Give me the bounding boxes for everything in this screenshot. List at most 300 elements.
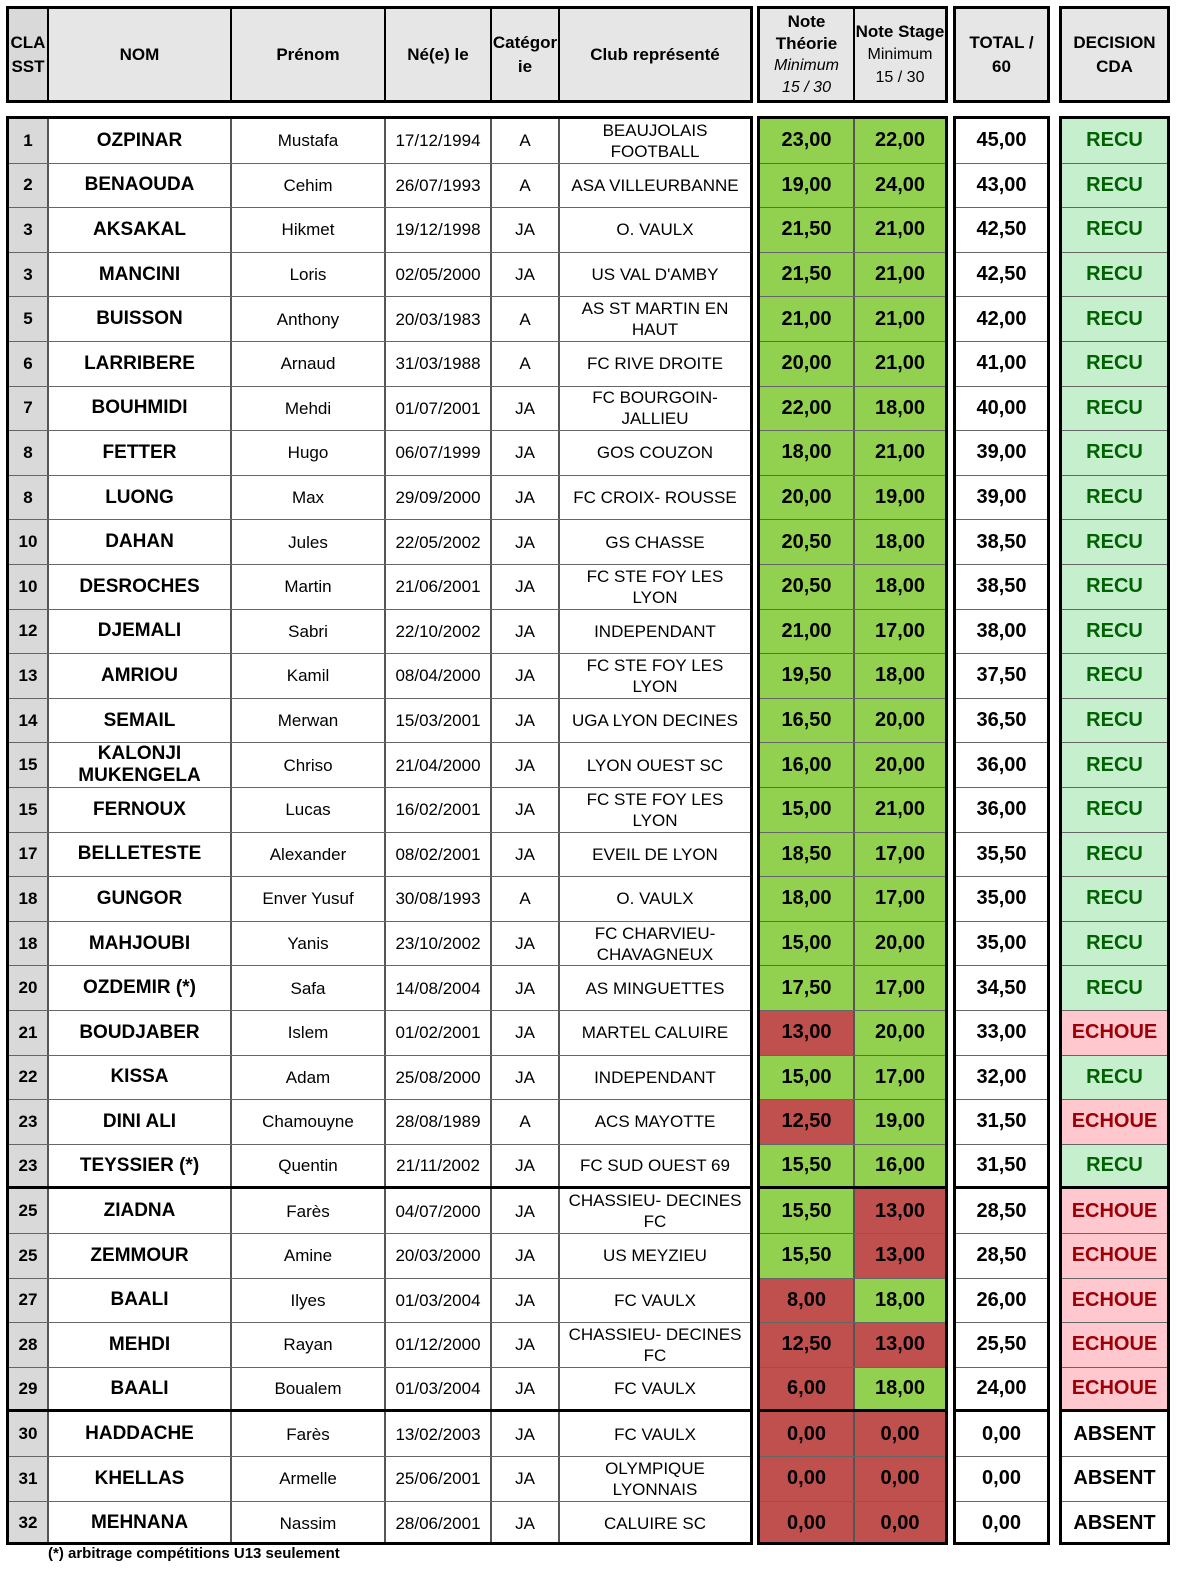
decision-cell: RECU: [1062, 743, 1167, 787]
categorie-cell: JA: [515, 1067, 535, 1087]
date-cell: 15/03/2001: [395, 711, 481, 731]
note-theorie-cell: 20,50: [760, 565, 855, 609]
total-cell: 42,00: [976, 307, 1027, 330]
club-cell: ASA VILLEURBANNE: [571, 175, 739, 195]
table-row: [1062, 1011, 1167, 1056]
club-cell: FC CROIX- ROUSSE: [573, 488, 737, 508]
prenom-cell: Mustafa: [277, 131, 339, 151]
note-stage-cell: 17,00: [855, 610, 945, 654]
prenom-cell: Cehim: [283, 175, 333, 195]
total-cell: 0,00: [982, 1467, 1021, 1490]
table-row: [760, 743, 945, 788]
club-cell: UGA LYON DECINES: [572, 711, 738, 731]
decision-cell: ECHOUE: [1062, 1368, 1167, 1410]
table-row: [9, 164, 750, 209]
nom-cell: BUISSON: [96, 308, 183, 330]
note-stage-cell: 0,00: [855, 1412, 945, 1456]
categorie-cell: JA: [515, 978, 535, 998]
rank-cell: 2: [9, 164, 47, 208]
table-row: [956, 1011, 1047, 1056]
nom-cell: BOUHMIDI: [91, 397, 188, 419]
date-cell: 01/12/2000: [395, 1335, 481, 1355]
decision-cell: RECU: [1062, 342, 1167, 386]
date-cell: 21/11/2002: [396, 1156, 480, 1176]
header-note-theorie-min-value: 15 / 30: [782, 78, 831, 96]
note-stage-cell: 0,00: [855, 1457, 945, 1501]
table-row: [956, 520, 1047, 565]
table-row: [9, 922, 750, 967]
prenom-cell: Chamouyne: [262, 1112, 354, 1132]
decision-cell: RECU: [1062, 788, 1167, 832]
note-theorie-cell: 0,00: [760, 1412, 855, 1456]
table-row: [760, 342, 945, 387]
club-cell: FC VAULX: [614, 1379, 696, 1399]
categorie-cell: JA: [515, 1201, 535, 1221]
header-note-stage-title: Note Stage: [855, 22, 945, 41]
table-row: [956, 1323, 1047, 1368]
nom-cell: AMRIOU: [100, 664, 179, 686]
total-cell: 33,00: [976, 1021, 1027, 1044]
total-cell: 39,00: [976, 486, 1027, 509]
header-note-stage-min-value: 15 / 30: [875, 69, 925, 86]
categorie-cell: A: [519, 354, 531, 374]
total-cell: 45,00: [976, 129, 1027, 152]
rank-cell: 25: [9, 1189, 47, 1233]
nom-cell: OZPINAR: [96, 129, 183, 151]
club-cell: FC BOURGOIN-JALLIEU: [592, 388, 718, 429]
header-decision: DECISION CDA: [1073, 32, 1156, 76]
table-row: [1062, 788, 1167, 833]
note-stage-cell: 13,00: [855, 1323, 945, 1367]
note-stage-cell: 20,00: [855, 743, 945, 787]
header-scores-block: [757, 6, 948, 103]
note-stage-cell: 18,00: [855, 520, 945, 564]
note-stage-cell: 22,00: [855, 119, 945, 163]
rank-cell: 7: [9, 387, 47, 431]
note-stage-cell: 21,00: [855, 788, 945, 832]
date-cell: 01/03/2004: [395, 1290, 481, 1310]
table-row: [9, 1100, 750, 1145]
categorie-cell: JA: [515, 1513, 535, 1533]
table-row: [956, 922, 1047, 967]
total-cell: 31,50: [976, 1110, 1027, 1133]
nom-cell: BENAOUDA: [84, 174, 195, 196]
table-row: [9, 297, 750, 342]
note-theorie-cell: 19,00: [760, 164, 855, 208]
total-cell: 28,50: [976, 1199, 1027, 1222]
nom-cell: FERNOUX: [93, 798, 186, 820]
note-stage-cell: 21,00: [855, 297, 945, 341]
table-row: [956, 164, 1047, 209]
note-theorie-cell: 12,50: [760, 1323, 855, 1367]
table-row: [760, 476, 945, 521]
note-stage-cell: 18,00: [855, 565, 945, 609]
rank-cell: 18: [9, 922, 47, 966]
nom-cell: MEHNANA: [90, 1512, 189, 1534]
table-row: [9, 1189, 750, 1234]
table-row: [956, 387, 1047, 432]
table-row: [1062, 699, 1167, 744]
decision-cell: ECHOUE: [1062, 1279, 1167, 1323]
table-row: [760, 1145, 945, 1190]
table-row: [760, 1100, 945, 1145]
table-row: [1062, 520, 1167, 565]
prenom-cell: Adam: [285, 1067, 331, 1087]
note-stage-cell: 0,00: [855, 1502, 945, 1545]
note-stage-cell: 17,00: [855, 966, 945, 1010]
rank-cell: 20: [9, 966, 47, 1010]
decision-cell: RECU: [1062, 565, 1167, 609]
note-theorie-cell: 8,00: [760, 1279, 855, 1323]
categorie-cell: JA: [515, 621, 535, 641]
table-row: [9, 833, 750, 878]
note-stage-cell: 20,00: [855, 1011, 945, 1055]
club-cell: CALUIRE SC: [603, 1513, 707, 1533]
total-cell: 32,00: [976, 1065, 1027, 1088]
club-cell: INDEPENDANT: [594, 1067, 716, 1087]
date-cell: 22/05/2002: [395, 532, 481, 552]
decision-cell: RECU: [1062, 476, 1167, 520]
note-stage-cell: 20,00: [855, 699, 945, 743]
table-row: [1062, 654, 1167, 699]
prenom-cell: Islem: [287, 1023, 329, 1043]
table-row: [760, 431, 945, 476]
table-row: [1062, 922, 1167, 967]
note-theorie-cell: 15,00: [760, 788, 855, 832]
rank-cell: 32: [9, 1502, 47, 1545]
nom-cell: KISSA: [110, 1066, 169, 1088]
table-row: [9, 342, 750, 387]
table-row: [956, 565, 1047, 610]
note-theorie-cell: 18,50: [760, 833, 855, 877]
header-decision-block: [1059, 6, 1170, 103]
note-theorie-cell: 15,50: [760, 1145, 855, 1187]
note-stage-cell: 18,00: [855, 387, 945, 431]
prenom-cell: Sabri: [288, 621, 328, 641]
club-cell: LYON OUEST SC: [586, 755, 724, 775]
table-row: [760, 922, 945, 967]
total-cell: 31,50: [976, 1154, 1027, 1177]
table-row: [9, 1056, 750, 1101]
decision-cell: ABSENT: [1062, 1457, 1167, 1501]
decision-cell: RECU: [1062, 253, 1167, 297]
categorie-cell: JA: [515, 398, 535, 418]
total-cell: 38,50: [976, 530, 1027, 553]
table-row: [956, 431, 1047, 476]
table-row: [956, 342, 1047, 387]
header-total-block: [953, 6, 1050, 103]
rank-cell: 15: [9, 743, 47, 787]
date-cell: 25/06/2001: [395, 1469, 481, 1489]
table-row: [1062, 431, 1167, 476]
table-row: [760, 1502, 945, 1545]
header-club: Club représenté: [590, 44, 720, 64]
decision-cell: ECHOUE: [1062, 1234, 1167, 1278]
decision-cell: RECU: [1062, 610, 1167, 654]
prenom-cell: Mehdi: [284, 398, 332, 418]
categorie-cell: JA: [515, 488, 535, 508]
note-theorie-cell: 12,50: [760, 1100, 855, 1144]
table-row: [1062, 877, 1167, 922]
prenom-cell: Hikmet: [281, 220, 335, 240]
note-theorie-cell: 21,00: [760, 610, 855, 654]
prenom-cell: Safa: [290, 978, 326, 998]
header-nom: NOM: [119, 44, 160, 64]
categorie-cell: JA: [515, 1335, 535, 1355]
rank-cell: 18: [9, 877, 47, 921]
rank-cell: 13: [9, 654, 47, 698]
note-theorie-cell: 15,00: [760, 1056, 855, 1100]
prenom-cell: Alexander: [269, 844, 347, 864]
club-cell: AS ST MARTIN EN HAUT: [581, 299, 729, 340]
total-cell: 42,50: [976, 263, 1027, 286]
prenom-cell: Yanis: [287, 934, 329, 954]
table-row: [9, 520, 750, 565]
table-row: [9, 1412, 750, 1457]
prenom-cell: Arnaud: [280, 354, 336, 374]
table-row: [956, 1145, 1047, 1190]
rank-cell: 3: [9, 253, 47, 297]
date-cell: 20/03/2000: [395, 1246, 481, 1266]
nom-cell: OZDEMIR (*): [83, 977, 196, 999]
date-cell: 13/02/2003: [395, 1424, 481, 1444]
note-theorie-cell: 16,50: [760, 699, 855, 743]
club-cell: FC VAULX: [614, 1290, 696, 1310]
categorie-cell: JA: [515, 1156, 535, 1176]
table-row: [956, 610, 1047, 655]
table-row: [9, 1145, 750, 1190]
rank-cell: 12: [9, 610, 47, 654]
table-row: [760, 164, 945, 209]
rank-cell: 31: [9, 1457, 47, 1501]
categorie-cell: JA: [515, 532, 535, 552]
decision-cell: ECHOUE: [1062, 1189, 1167, 1233]
header-total: TOTAL / 60: [969, 32, 1034, 76]
prenom-cell: Anthony: [276, 309, 340, 329]
club-cell: FC STE FOY LES LYON: [586, 566, 724, 607]
table-row: [760, 208, 945, 253]
table-row: [760, 119, 945, 164]
table-row: [9, 654, 750, 699]
categorie-cell: JA: [515, 265, 535, 285]
club-cell: INDEPENDANT: [594, 621, 716, 641]
header-note-stage-min-label: Minimum: [867, 46, 933, 63]
categorie-cell: A: [519, 309, 531, 329]
club-cell: AS MINGUETTES: [585, 978, 725, 998]
total-cell: 43,00: [976, 173, 1027, 196]
nom-cell: BAALI: [110, 1289, 169, 1311]
table-row: [760, 1368, 945, 1413]
table-decision-body: [1059, 116, 1170, 1545]
date-cell: 28/08/1989: [395, 1112, 481, 1132]
nom-cell: MAHJOUBI: [88, 932, 191, 954]
nom-cell: LUONG: [105, 486, 174, 508]
table-row: [956, 1502, 1047, 1545]
categorie-cell: JA: [515, 1023, 535, 1043]
table-row: [760, 297, 945, 342]
table-row: [9, 1457, 750, 1502]
nom-cell: DJEMALI: [97, 620, 182, 642]
categorie-cell: JA: [515, 443, 535, 463]
date-cell: 08/04/2000: [395, 666, 481, 686]
date-cell: 21/04/2000: [395, 755, 481, 775]
table-row: [956, 743, 1047, 788]
rank-cell: 15: [9, 788, 47, 832]
note-theorie-cell: 22,00: [760, 387, 855, 431]
decision-cell: RECU: [1062, 654, 1167, 698]
table-row: [1062, 208, 1167, 253]
table-row: [956, 476, 1047, 521]
prenom-cell: Jules: [288, 532, 328, 552]
rank-cell: 10: [9, 520, 47, 564]
prenom-cell: Merwan: [277, 711, 339, 731]
table-row: [9, 743, 750, 788]
table-row: [760, 877, 945, 922]
note-stage-cell: 21,00: [855, 208, 945, 252]
note-stage-cell: 17,00: [855, 833, 945, 877]
date-cell: 02/05/2000: [395, 265, 481, 285]
table-row: [1062, 1457, 1167, 1502]
table-row: [9, 966, 750, 1011]
table-row: [760, 1011, 945, 1056]
total-cell: 24,00: [976, 1377, 1027, 1400]
categorie-cell: JA: [515, 666, 535, 686]
club-cell: GS CHASSE: [605, 532, 705, 552]
table-row: [1062, 1412, 1167, 1457]
table-row: [9, 119, 750, 164]
categorie-cell: A: [519, 175, 531, 195]
table-row: [760, 1457, 945, 1502]
note-theorie-cell: 21,50: [760, 208, 855, 252]
header-note-stage: [855, 9, 945, 100]
nom-cell: DINI ALI: [102, 1110, 177, 1132]
nom-cell: SEMAIL: [103, 709, 176, 731]
total-cell: 25,50: [976, 1333, 1027, 1356]
table-row: [9, 788, 750, 833]
categorie-cell: JA: [515, 755, 535, 775]
note-stage-cell: 13,00: [855, 1234, 945, 1278]
club-cell: FC RIVE DROITE: [586, 354, 723, 374]
decision-cell: RECU: [1062, 387, 1167, 431]
decision-cell: RECU: [1062, 922, 1167, 966]
note-stage-cell: 21,00: [855, 342, 945, 386]
date-cell: 30/08/1993: [395, 889, 481, 909]
nom-cell: DAHAN: [105, 531, 174, 553]
club-cell: FC VAULX: [614, 1424, 696, 1444]
table-row: [760, 654, 945, 699]
decision-cell: ECHOUE: [1062, 1323, 1167, 1367]
categorie-cell: JA: [515, 844, 535, 864]
decision-cell: ECHOUE: [1062, 1100, 1167, 1144]
table-row: [956, 1279, 1047, 1324]
note-stage-cell: 20,00: [855, 922, 945, 966]
total-cell: 28,50: [976, 1244, 1027, 1267]
rank-cell: 29: [9, 1368, 47, 1410]
table-row: [760, 1323, 945, 1368]
nom-cell: AKSAKAL: [93, 218, 186, 240]
rank-cell: 8: [9, 431, 47, 475]
table-scores-body: [757, 116, 948, 1545]
note-stage-cell: 21,00: [855, 431, 945, 475]
note-theorie-cell: 15,00: [760, 922, 855, 966]
nom-cell: ZIADNA: [103, 1200, 176, 1222]
nom-cell: LARRIBERE: [84, 352, 195, 374]
table-row: [956, 208, 1047, 253]
table-row: [9, 1279, 750, 1324]
rank-cell: 23: [9, 1145, 47, 1187]
table-row: [760, 966, 945, 1011]
table-row: [9, 610, 750, 655]
club-cell: EVEIL DE LYON: [592, 844, 718, 864]
nom-cell: KALONJI MUKENGELA: [78, 743, 201, 787]
nom-cell: GUNGOR: [96, 887, 183, 909]
note-stage-cell: 19,00: [855, 1100, 945, 1144]
nom-cell: BOUDJABER: [79, 1021, 200, 1043]
date-cell: 01/07/2001: [395, 398, 481, 418]
club-cell: ACS MAYOTTE: [594, 1112, 716, 1132]
table-row: [956, 966, 1047, 1011]
nom-cell: HADDACHE: [85, 1423, 194, 1445]
decision-cell: RECU: [1062, 164, 1167, 208]
note-theorie-cell: 21,00: [760, 297, 855, 341]
nom-cell: TEYSSIER (*): [79, 1154, 200, 1176]
prenom-cell: Rayan: [283, 1335, 333, 1355]
total-cell: 36,50: [976, 709, 1027, 732]
club-cell: FC STE FOY LES LYON: [586, 789, 724, 830]
date-cell: 06/07/1999: [395, 443, 481, 463]
categorie-cell: A: [519, 1112, 531, 1132]
rank-cell: 14: [9, 699, 47, 743]
note-theorie-cell: 23,00: [760, 119, 855, 163]
table-row: [1062, 119, 1167, 164]
table-row: [9, 1368, 750, 1413]
table-row: [760, 1189, 945, 1234]
categorie-cell: JA: [515, 711, 535, 731]
rank-cell: 8: [9, 476, 47, 520]
table-row: [956, 1056, 1047, 1101]
table-row: [9, 565, 750, 610]
rank-cell: 1: [9, 119, 47, 163]
table-row: [9, 699, 750, 744]
note-stage-cell: 18,00: [855, 1368, 945, 1410]
club-cell: CHASSIEU- DECINES FC: [568, 1324, 742, 1365]
date-cell: 17/12/1994: [395, 131, 481, 151]
total-cell: 35,50: [976, 842, 1027, 865]
prenom-cell: Kamil: [286, 666, 330, 686]
prenom-cell: Farès: [286, 1201, 330, 1221]
date-cell: 23/10/2002: [395, 934, 481, 954]
rank-cell: 6: [9, 342, 47, 386]
table-row: [1062, 476, 1167, 521]
table-row: [1062, 342, 1167, 387]
table-row: [760, 833, 945, 878]
table-row: [1062, 1100, 1167, 1145]
rank-cell: 3: [9, 208, 47, 252]
table-row: [956, 119, 1047, 164]
prenom-cell: Hugo: [287, 443, 329, 463]
total-cell: 42,50: [976, 218, 1027, 241]
table-row: [760, 565, 945, 610]
table-row: [760, 788, 945, 833]
note-theorie-cell: 20,00: [760, 476, 855, 520]
date-cell: 28/06/2001: [395, 1513, 481, 1533]
note-stage-cell: 13,00: [855, 1189, 945, 1233]
date-cell: 31/03/1988: [395, 354, 481, 374]
total-cell: 38,00: [976, 619, 1027, 642]
table-row: [956, 253, 1047, 298]
club-cell: O. VAULX: [616, 220, 694, 240]
rank-cell: 21: [9, 1011, 47, 1055]
